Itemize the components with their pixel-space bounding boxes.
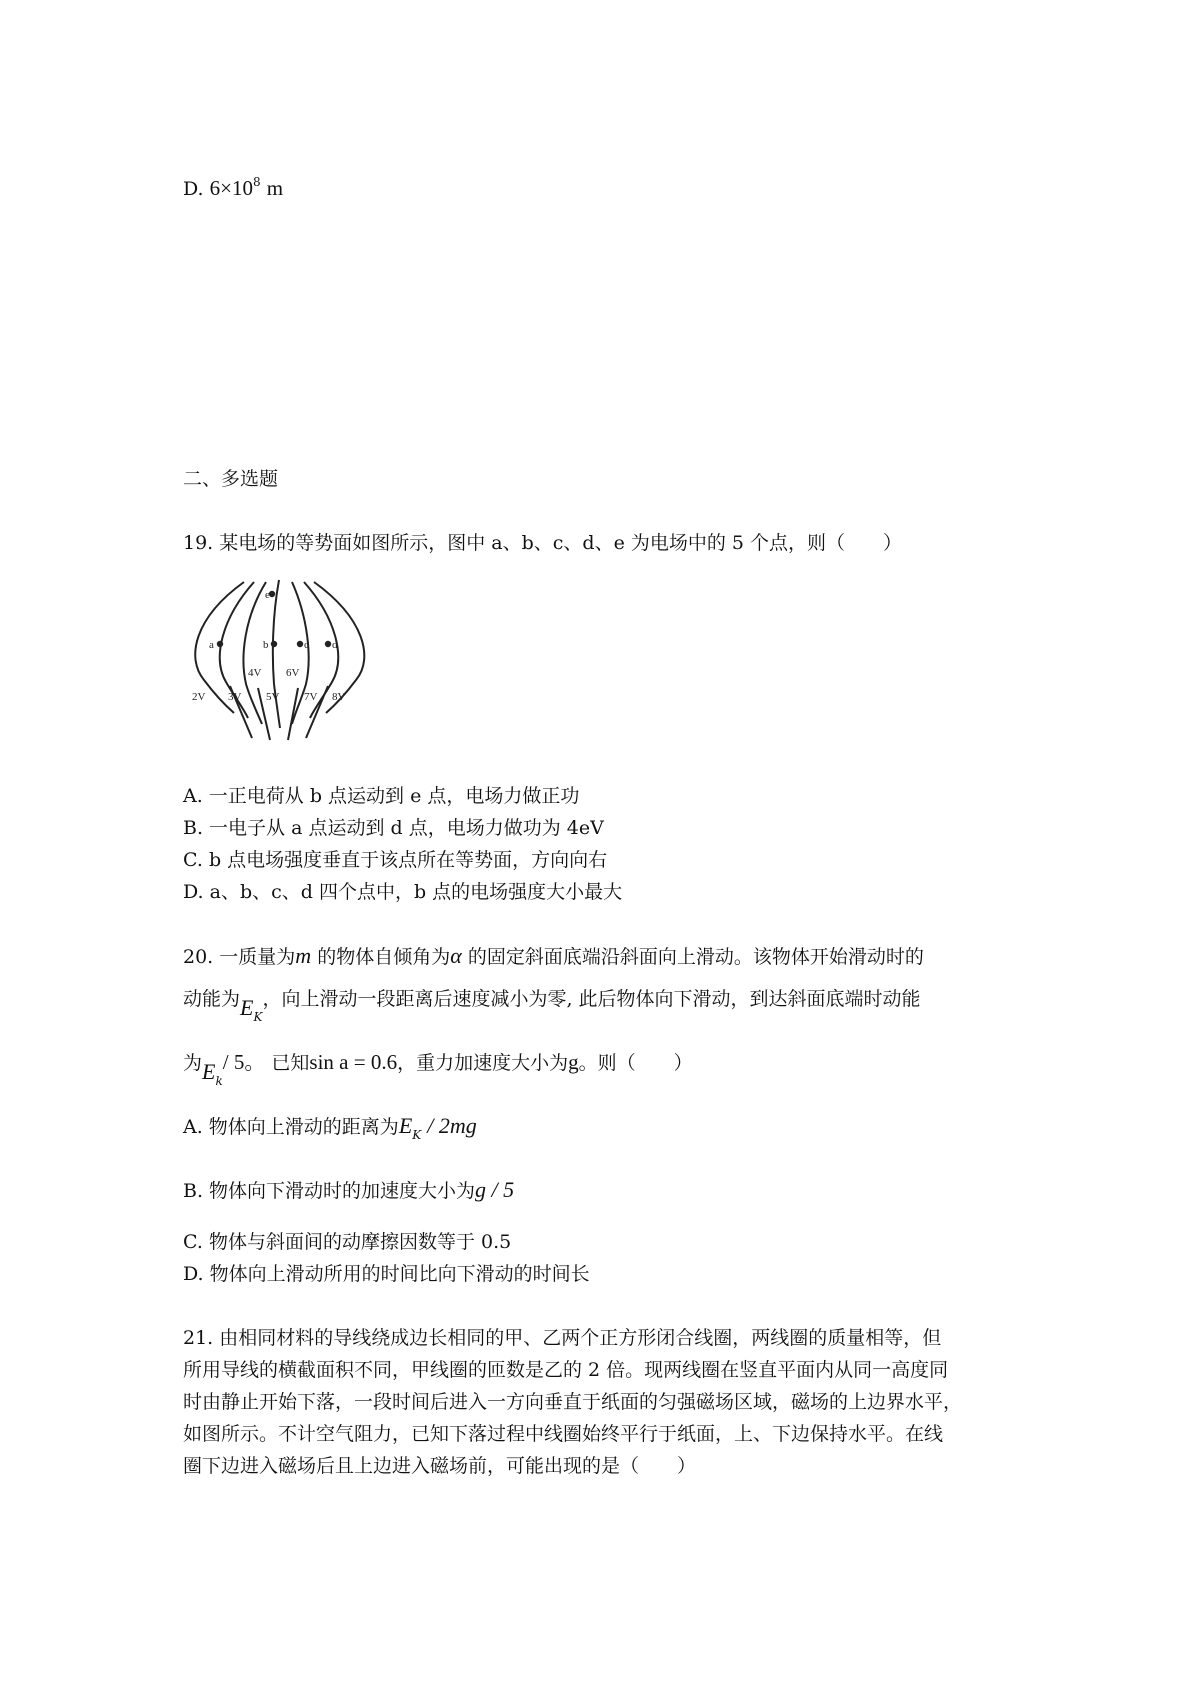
point-b (271, 641, 277, 647)
potential-label-8v: 8V (332, 691, 346, 703)
kinetic-energy-subscript: k (215, 1074, 223, 1088)
q19-option-a: A. 一正电荷从 b 点运动到 e 点，电场力做正功 (183, 785, 580, 807)
text: A. 物体向上滑动的距离为 (183, 1116, 399, 1138)
text: 。则（ ） (578, 1052, 693, 1074)
math: / 2mg (427, 1113, 477, 1138)
option-unit: m (266, 176, 284, 200)
gravity-symbol: g (568, 1050, 579, 1074)
q19-option-d: D. a、b、c、d 四个点中，b 点的电场强度大小最大 (183, 881, 623, 903)
text: 的物体自倾角为 (317, 946, 451, 968)
point-label-c: c (304, 639, 309, 651)
point-c (297, 641, 303, 647)
section-title: 二、多选题 (183, 468, 279, 490)
equipotential-figure (186, 578, 386, 748)
potential-label-5v: 5V (266, 691, 280, 703)
q19-option-c: C. b 点电场强度垂直于该点所在等势面，方向向右 (183, 849, 608, 871)
q20-option-a (183, 1112, 477, 1149)
math-subscript: K (412, 1128, 422, 1142)
point-label-e: e (265, 589, 270, 601)
text: ，向上滑动一段距离后速度减小为零, 此后物体向下滑动，到达斜面底端时动能 (262, 988, 921, 1010)
q20-stem-line-2 (183, 984, 921, 1024)
q21-line-1: 21. 由相同材料的导线绕成边长相同的甲、乙两个正方形闭合线圈，两线圈的质量相等，但 (183, 1327, 942, 1349)
text: 20. 一质量为 (183, 946, 296, 968)
q21-line-4: 如图所示。不计空气阻力，已知下落过程中线圈始终平行于纸面，上、下边保持水平。在线 (183, 1423, 944, 1445)
kinetic-energy-symbol: E (240, 995, 254, 1020)
q20-option-b (183, 1176, 514, 1205)
point-a (217, 641, 223, 647)
potential-label-2v: 2V (192, 691, 206, 703)
q21-line-3: 时由静止开始下落，一段时间后进入一方向垂直于纸面的匀强磁场区域，磁场的上边界水平， (183, 1391, 963, 1413)
q19-stem: 19. 某电场的等势面如图所示，图中 a、b、c、d、e 为电场中的 5 个点，则（ ） (183, 532, 903, 554)
equipotential-line-5v (273, 580, 280, 728)
text: B. 物体向下滑动时的加速度大小为 (183, 1180, 476, 1202)
kinetic-energy-symbol: E (202, 1059, 216, 1084)
sin-expression: sin a = 0.6 (309, 1050, 398, 1074)
point-label-b: b (263, 639, 269, 651)
potential-label-6v: 6V (286, 667, 300, 679)
fan-line (288, 688, 298, 740)
kinetic-energy-subscript: K (253, 1010, 263, 1024)
point-d (325, 641, 331, 647)
q18-option-d (183, 168, 283, 203)
q20-option-c: C. 物体与斜面间的动摩擦因数等于 0.5 (183, 1231, 512, 1253)
q21-line-2: 所用导线的横截面积不同，甲线圈的匝数是乙的 2 倍。现两线圈在竖直平面内从同一高度同 (183, 1359, 949, 1381)
potential-label-4v: 4V (248, 667, 262, 679)
fraction-tail: / 5。 (222, 1050, 266, 1074)
option-value: 6×10 (209, 176, 253, 200)
text: ，重力加速度大小为 (397, 1052, 569, 1074)
math: g / 5 (475, 1177, 515, 1202)
point-label-d: d (332, 639, 338, 651)
q20-stem-line-1 (183, 942, 924, 971)
text: 已知 (271, 1052, 310, 1074)
mass-symbol: m (295, 943, 312, 968)
option-exponent: 8 (253, 175, 261, 189)
angle-symbol: α (450, 943, 462, 968)
text: 为 (183, 1052, 203, 1074)
q19-option-b: B. 一电子从 a 点运动到 d 点，电场力做功为 4eV (183, 817, 604, 839)
math: E (398, 1113, 413, 1138)
text: 动能为 (183, 988, 241, 1010)
equipotential-line-4v (243, 582, 266, 724)
q21-line-5: 圈下边进入磁场后且上边进入磁场前，可能出现的是（ ） (183, 1455, 697, 1477)
q20-stem-line-3 (183, 1048, 693, 1088)
text: 的固定斜面底端沿斜面向上滑动。该物体开始滑动时的 (467, 946, 924, 968)
potential-label-7v: 7V (304, 691, 318, 703)
potential-label-3v: 3V (228, 691, 242, 703)
q20-option-d: D. 物体向上滑动所用的时间比向下滑动的时间长 (183, 1263, 590, 1285)
option-label: D. (183, 178, 204, 200)
point-label-a: a (209, 639, 214, 651)
